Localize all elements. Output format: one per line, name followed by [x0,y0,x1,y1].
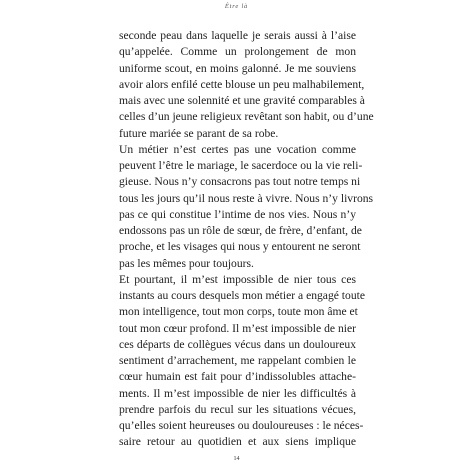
paragraph [119,142,374,272]
text-line: tout mon cœur profond. Il m’est impossible de nier [119,321,356,335]
text-line: pas ce qui constitue l’intime de nos vies. Nous n’y [119,207,356,221]
text-line: proche, et les visages qui nous y entourent ne seront [119,240,361,254]
text-line: endossons pas un rôle de sœur, de frère, d’enfant, de [119,224,362,237]
text-line: avoir alors enfilé cette blouse un peu malhabilement, [119,77,365,91]
text-line: future mariée se parant de sa robe. [119,126,279,140]
text-line: ces départs de collègues vécus dans un douloureux [119,337,356,351]
page-number: 14 [233,456,240,462]
text-line: instants au cours desquels mon métier a engagé toute [119,289,365,302]
text-line: seconde peau dans laquelle je serais aussi à l’aise [119,29,356,42]
text-line: qu’elles soient heureuses ou douloureuses : le néces- [119,419,364,432]
body-text [119,28,374,451]
text-line: ments. Il m’est impossible de nier les difficultés à [119,386,356,400]
text-line: celles d’un jeune religieux revêtant son habit, ou d’une [119,110,374,124]
text-line: uniforme scout, en moins galonné. Je me souviens [119,61,356,75]
paragraph [119,272,365,451]
text-line: mais avec une solennité et une gravité comparables à [119,94,365,107]
text-line: mon intelligence, tout mon corps, toute mon âme et [119,305,358,319]
text-line: cœur humain est fait pour d’indissolubles attache- [119,370,356,384]
text-line: gieuse. Nous n’y consacrons pas tout notre temps ni [119,175,361,189]
text-line: pas les mêmes pour toujours. [119,256,254,270]
text-line: Et pourtant, il m’est impossible de nier tous ces [119,272,356,286]
running-head: Être là [224,3,249,10]
text-line: sentiment d’arrachement, me rappelant combien le [119,354,356,367]
text-line: saire retour au quotidien et aux siens implique [119,435,356,449]
text-line: qu’appelée. Comme un prolongement de mon [119,45,356,59]
text-line: peuvent l’être le mariage, le sacerdoce ou la vie reli- [119,159,363,172]
text-line: tous les jours qu’il nous reste à vivre. Nous n’y livrons [119,191,374,205]
paragraph [119,28,374,142]
text-line: Un métier n’est certes pas une vocation comme [119,142,356,156]
text-line: prendre parfois du recul sur les situations vécues, [119,402,356,416]
